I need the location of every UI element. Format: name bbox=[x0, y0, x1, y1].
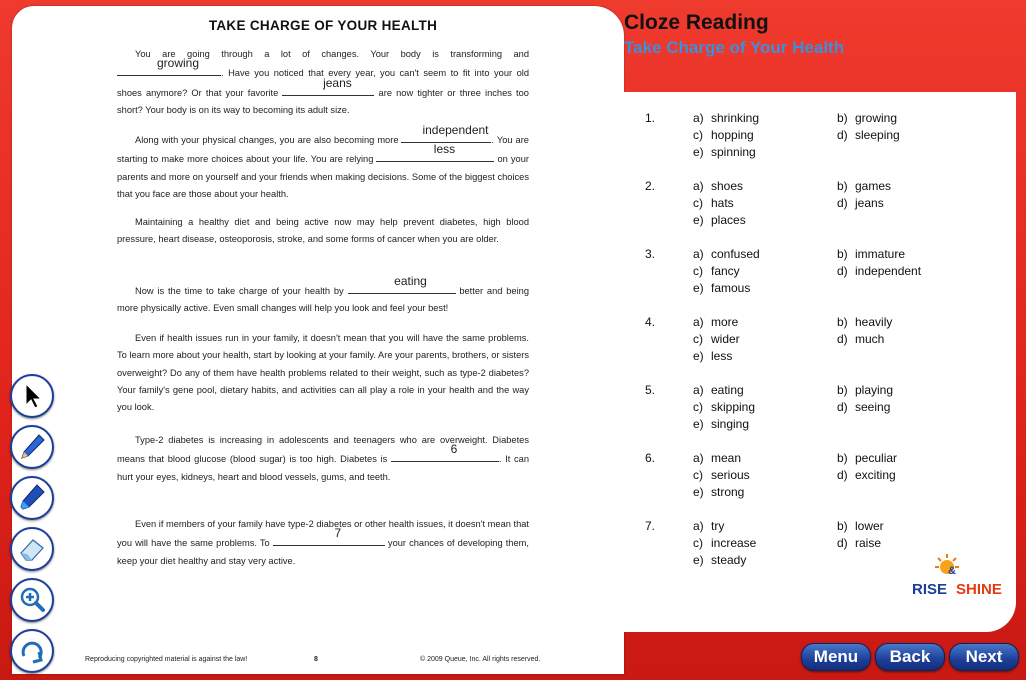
option-a[interactable] bbox=[693, 247, 760, 261]
zoom-tool[interactable] bbox=[10, 578, 54, 622]
option-text: much bbox=[855, 332, 885, 346]
option-e[interactable] bbox=[693, 145, 756, 159]
option-letter: d) bbox=[837, 332, 848, 346]
option-e[interactable] bbox=[693, 485, 744, 499]
option-text: try bbox=[711, 519, 725, 533]
option-text: confused bbox=[711, 247, 760, 261]
option-letter: b) bbox=[837, 111, 848, 125]
paragraph-1 bbox=[117, 46, 529, 119]
option-text: shoes bbox=[711, 179, 744, 193]
option-letter: c) bbox=[693, 128, 703, 142]
back-button[interactable]: Back bbox=[875, 643, 945, 671]
option-c[interactable] bbox=[693, 264, 740, 278]
option-letter: a) bbox=[693, 111, 704, 125]
option-a[interactable] bbox=[693, 451, 741, 465]
blank-answer: less bbox=[433, 142, 456, 157]
option-d[interactable] bbox=[837, 196, 884, 210]
option-text: wider bbox=[711, 332, 740, 346]
option-d[interactable] bbox=[837, 332, 884, 346]
option-text: seeing bbox=[855, 400, 891, 414]
question-number: 6. bbox=[645, 451, 656, 465]
option-d[interactable] bbox=[837, 400, 890, 414]
pointer-icon bbox=[17, 381, 47, 411]
pointer-tool[interactable] bbox=[10, 374, 54, 418]
option-c[interactable] bbox=[693, 128, 754, 142]
activity-title: Cloze Reading bbox=[624, 11, 769, 34]
question-number: 3. bbox=[645, 247, 656, 261]
option-b[interactable] bbox=[837, 179, 891, 193]
option-text: playing bbox=[855, 383, 894, 397]
option-b[interactable] bbox=[837, 247, 905, 261]
option-b[interactable] bbox=[837, 451, 897, 465]
option-text: jeans bbox=[855, 196, 884, 210]
blank-answer: independent bbox=[422, 123, 489, 137]
reading-page bbox=[12, 6, 624, 674]
blank-answer: 6 bbox=[450, 442, 458, 457]
text: You are going through a lot of changes. Your body is transforming and bbox=[135, 49, 529, 59]
paragraph-2 bbox=[117, 123, 529, 203]
option-text: places bbox=[711, 213, 746, 227]
option-text: skipping bbox=[711, 400, 756, 414]
option-text: immature bbox=[855, 247, 906, 261]
blank-answer: eating bbox=[394, 274, 427, 288]
option-a[interactable] bbox=[693, 383, 744, 397]
option-letter: d) bbox=[837, 264, 848, 278]
option-letter: b) bbox=[837, 247, 848, 261]
option-text: hats bbox=[711, 196, 734, 210]
option-c[interactable] bbox=[693, 468, 750, 482]
option-text: growing bbox=[855, 111, 898, 125]
text: Type-2 diabetes is increasing in adolescents and teenagers who are overweight. Diabetes means that blood glucose (blood sugar) is too high. Diabetes is bbox=[117, 435, 529, 465]
page-title: TAKE CHARGE OF YOUR HEALTH bbox=[208, 18, 438, 33]
option-text: games bbox=[855, 179, 892, 193]
option-text: less bbox=[711, 349, 733, 363]
option-a[interactable] bbox=[693, 315, 738, 329]
option-letter: c) bbox=[693, 536, 703, 550]
option-text: raise bbox=[855, 536, 882, 550]
option-letter: d) bbox=[837, 196, 848, 210]
option-letter: e) bbox=[693, 417, 704, 431]
option-letter: e) bbox=[693, 213, 704, 227]
option-text: heavily bbox=[855, 315, 893, 329]
option-e[interactable] bbox=[693, 213, 746, 227]
option-text: independent bbox=[855, 264, 922, 278]
option-letter: b) bbox=[837, 179, 848, 193]
marker-icon bbox=[17, 483, 47, 513]
option-c[interactable] bbox=[693, 536, 756, 550]
option-d[interactable] bbox=[837, 536, 881, 550]
paragraph-3: Maintaining a healthy diet and being active now may help prevent diabetes, high blood pressure, heart disease, osteoporosis, stroke, and some forms of cancer when you are older. bbox=[117, 217, 529, 245]
option-d[interactable] bbox=[837, 468, 896, 482]
option-e[interactable] bbox=[693, 281, 750, 295]
option-b[interactable] bbox=[837, 111, 897, 125]
blank-4[interactable] bbox=[376, 142, 494, 162]
option-text: exciting bbox=[855, 468, 896, 482]
paragraph-7 bbox=[117, 516, 529, 570]
option-letter: e) bbox=[693, 485, 704, 499]
pen-tool[interactable] bbox=[10, 425, 54, 469]
option-letter: c) bbox=[693, 468, 703, 482]
option-text: spinning bbox=[711, 145, 756, 159]
question-number: 2. bbox=[645, 179, 656, 193]
option-letter: c) bbox=[693, 196, 703, 210]
option-letter: a) bbox=[693, 315, 704, 329]
sun-icon bbox=[934, 553, 960, 579]
question-number: 7. bbox=[645, 519, 656, 533]
question-number: 5. bbox=[645, 383, 656, 397]
option-text: steady bbox=[711, 553, 747, 567]
option-text: fancy bbox=[711, 264, 740, 278]
option-text: strong bbox=[711, 485, 745, 499]
question-number: 4. bbox=[645, 315, 656, 329]
option-e[interactable] bbox=[693, 553, 746, 567]
option-letter: b) bbox=[837, 383, 848, 397]
option-letter: e) bbox=[693, 553, 704, 567]
option-a[interactable] bbox=[693, 111, 759, 125]
logo-rise: RISE bbox=[912, 581, 948, 598]
option-text: eating bbox=[711, 383, 744, 397]
option-letter: a) bbox=[693, 519, 704, 533]
option-text: increase bbox=[711, 536, 757, 550]
logo-shine: SHINE bbox=[956, 581, 1002, 598]
highlighter-tool[interactable] bbox=[10, 476, 54, 520]
option-letter: d) bbox=[837, 400, 848, 414]
option-text: serious bbox=[711, 468, 750, 482]
rise-and-shine-logo bbox=[912, 553, 1004, 603]
text: Even if members of your family have type-2 diabetes or other health issues, it doesn't mean that you will have the same problems. To bbox=[117, 519, 529, 549]
question-number: 1. bbox=[645, 111, 656, 125]
option-letter: c) bbox=[693, 264, 703, 278]
next-button[interactable]: Next bbox=[949, 643, 1019, 671]
option-letter: a) bbox=[693, 179, 704, 193]
eraser-icon bbox=[17, 534, 47, 564]
option-b[interactable] bbox=[837, 315, 892, 329]
option-c[interactable] bbox=[693, 332, 740, 346]
activity-subtitle: Take Charge of Your Health bbox=[624, 38, 845, 57]
blank-answer: 7 bbox=[334, 526, 342, 541]
option-a[interactable] bbox=[693, 519, 724, 533]
text: . You are starting to make more choices about your life. You are relying bbox=[117, 135, 529, 165]
option-letter: b) bbox=[837, 451, 848, 465]
option-text: shrinking bbox=[711, 111, 760, 125]
text: . It can hurt your eyes, kidneys, heart and blood vessels, gums, and teeth. bbox=[117, 454, 529, 482]
text: better and being more physically active. Even small changes will help you look and feel your best! bbox=[117, 286, 530, 314]
option-letter: e) bbox=[693, 281, 704, 295]
option-letter: b) bbox=[837, 315, 848, 329]
paragraph-6 bbox=[117, 432, 529, 486]
blank-7[interactable] bbox=[273, 526, 385, 546]
blank-1[interactable] bbox=[117, 56, 221, 76]
blank-5[interactable] bbox=[348, 274, 456, 294]
option-text: mean bbox=[711, 451, 742, 465]
logo-amp: & bbox=[948, 565, 956, 577]
option-c[interactable] bbox=[693, 400, 755, 414]
text: . Have you noticed that every year, you can't seem to fit into your old shoes anymore? Or that your favorite bbox=[117, 68, 529, 98]
page-number: 8 bbox=[314, 656, 318, 663]
text: Now is the time to take charge of your health by bbox=[135, 286, 344, 296]
undo-tool[interactable] bbox=[10, 629, 54, 673]
option-b[interactable] bbox=[837, 383, 893, 397]
option-letter: d) bbox=[837, 536, 848, 550]
option-letter: e) bbox=[693, 145, 704, 159]
option-a[interactable] bbox=[693, 179, 743, 193]
option-letter: e) bbox=[693, 349, 704, 363]
option-text: hopping bbox=[711, 128, 754, 142]
option-d[interactable] bbox=[837, 128, 900, 142]
copyright-notice: © 2009 Queue, Inc. All rights reserved. bbox=[420, 656, 541, 663]
blank-6[interactable] bbox=[391, 442, 499, 462]
option-letter: a) bbox=[693, 451, 704, 465]
option-text: lower bbox=[855, 519, 884, 533]
menu-button[interactable]: Menu bbox=[801, 643, 871, 671]
zoom-in-icon bbox=[17, 585, 47, 615]
eraser-tool[interactable] bbox=[10, 527, 54, 571]
blank-answer: growing bbox=[156, 56, 200, 71]
option-b[interactable] bbox=[837, 519, 884, 533]
option-letter: c) bbox=[693, 400, 703, 414]
option-text: more bbox=[711, 315, 739, 329]
option-text: famous bbox=[711, 281, 751, 295]
option-letter: b) bbox=[837, 519, 848, 533]
option-e[interactable] bbox=[693, 417, 749, 431]
paragraph-4 bbox=[117, 274, 530, 318]
text: on your parents and more on yourself and your friends when making decisions. Some of the biggest choices that you face are those about your health. bbox=[117, 154, 529, 199]
questions-panel bbox=[623, 92, 1016, 632]
option-text: singing bbox=[711, 417, 750, 431]
option-letter: d) bbox=[837, 128, 848, 142]
pen-blue-icon bbox=[17, 432, 47, 462]
blank-answer: jeans bbox=[323, 75, 352, 90]
option-letter: d) bbox=[837, 468, 848, 482]
text: your chances of developing them, keep your diet healthy and stay very active. bbox=[117, 538, 529, 566]
option-letter: a) bbox=[693, 247, 704, 261]
option-text: sleeping bbox=[855, 128, 900, 142]
copyright-warning: Reproducing copyrighted material is against the law! bbox=[85, 656, 248, 663]
text: are now tighter or three inches too short? Your body is on its way to becoming its adult size. bbox=[117, 87, 529, 115]
option-d[interactable] bbox=[837, 264, 921, 278]
option-text: peculiar bbox=[855, 451, 898, 465]
blank-2[interactable] bbox=[282, 75, 374, 96]
paragraph-5: Even if health issues run in your family, it doesn't mean that you will have the same problems. To learn more about your health, start by looking at your family. Are your parents, brothers, or sisters overweight? Do any of them have health problems related to their weight, such as type-2 diabetes? Your family's gene pool, dietary habits, and activities can all play a role in your health and the way you look. bbox=[117, 333, 529, 413]
option-letter: c) bbox=[693, 332, 703, 346]
text: Along with your physical changes, you are also becoming more bbox=[135, 135, 399, 145]
undo-icon bbox=[17, 636, 47, 666]
option-c[interactable] bbox=[693, 196, 734, 210]
option-letter: a) bbox=[693, 383, 704, 397]
option-e[interactable] bbox=[693, 349, 732, 363]
